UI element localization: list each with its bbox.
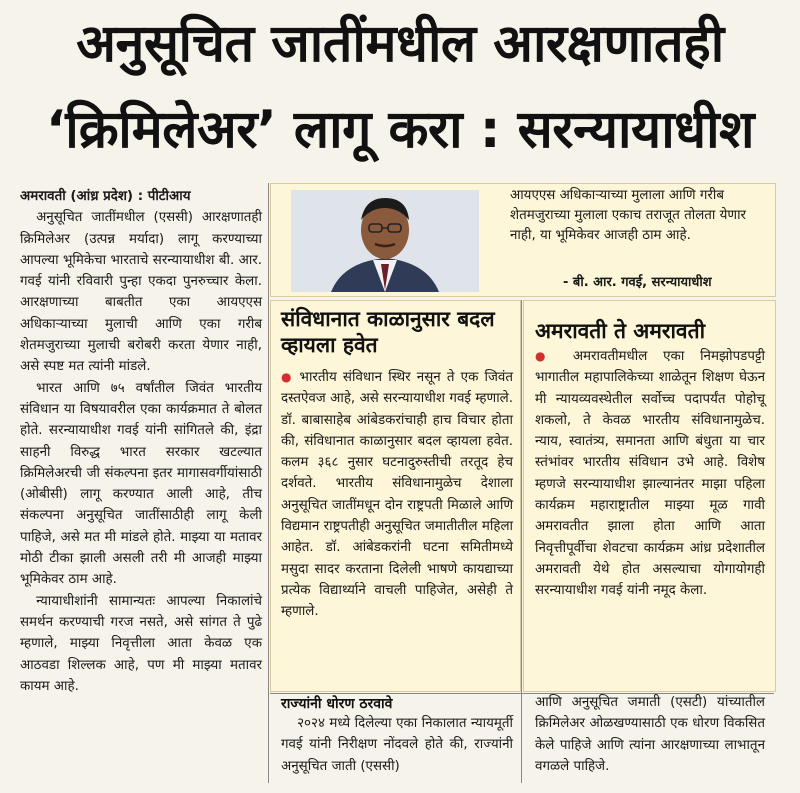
bottom-middle-text-block [281, 713, 513, 777]
right-text-block [535, 346, 765, 602]
column-divider-left [268, 183, 269, 783]
headline-line-1: अनुसूचित जातींमधील आरक्षणातही [76, 14, 724, 74]
pull-quote: आयएएस अधिकाऱ्याच्या मुलाला आणि गरीब शेतमजुराच्या मुलाला एकाच तराजूत तोलता येणार नाही, या भूमिकेवर आजही ठाम आहे. [510, 188, 747, 243]
portrait-photo [291, 190, 479, 292]
bottom-right-text-block [535, 692, 765, 777]
left-paragraph-2: भारत आणि ७५ वर्षांतील जिवंत भारतीय संविधान या विषयावरील एका कार्यक्रमात ते बोलत होते. सरन्यायाधीश गवई यांनी सांगितले की, इंद्रा साहनी विरुद्ध भारत सरकार खटल्यात क्रिमिलेअरची जी संकल्पना इतर मागासवर्गीयांसाठी (ओबीसी) लागू करण्यात आली आहे, तीच संकल्पना अनुसूचित जातींसाठीही लागू केली पाहिजे, असे मत मी मांडले होते. माझ्या या मतावर मोठी टीका झाली असली तरी मी आजही माझ्या भूमिकेवर ठाम आहे. [20, 380, 262, 588]
quote-author: - बी. आर. गवई, सरन्यायाधीश [563, 275, 712, 290]
dateline: अमरावती (आंध्र प्रदेश) : पीटीआय [20, 189, 191, 204]
portrait-illustration [291, 190, 479, 292]
column-divider-right [521, 300, 522, 783]
bottom-middle-text: २०२४ मध्ये दिलेल्या एका निकालात न्यायमूर्ती गवई यांनी निरीक्षण नोंदवले होते की, राज्यांनी अनुसूचित जाती (एससी) [281, 716, 513, 774]
right-heading: अमरावती ते अमरावती [535, 319, 706, 343]
left-article-column [20, 186, 262, 697]
right-text: अमरावतीमधील एका निमझोपडपट्टी भागातील महापालिकेच्या शाळेतून शिक्षण घेऊन मी न्यायव्यवस्थेतील सर्वोच्च पदापर्यंत पोहोचू शकलो, ते केवळ भारतीय संविधानामुळेच. न्याय, स्वातंत्र्य, समानता आणि बंधुता या चार स्तंभांवर भारतीय संविधान उभे आहे. विशेष म्हणजे सरन्यायाधीश झाल्यानंतर माझा पहिला कार्यक्रम महाराष्ट्रातील माझ्या मूळ गावी अमरावतीत झाला होता आणि आता निवृत्तीपूर्वीचा शेवटचा कार्यक्रम आंध्र प्रदेशातील अमरावती येथे होत असल्याचा योगायोगही सरन्यायाधीश गवई यांनी नमूद केला. [535, 349, 765, 599]
middle-heading: संविधानात काळानुसार बदल व्हायला हवेत [281, 307, 495, 357]
bottom-heading: राज्यांनी धोरण ठरवावे [281, 696, 393, 712]
left-paragraph-1: अनुसूचित जातींमधील (एससी) आरक्षणातही क्रिमिलेअर (उत्पन्न मर्यादा) लागू करण्याच्या आपल्या भूमिकेचा भारताचे सरन्यायाधीश बी. आर. गवई यांनी रविवारी पुन्हा एकदा पुनरुच्चार केला. आरक्षणाच्या बाबतीत एका आयएएस अधिकाऱ्याच्या मुलाची आणि एका गरीब शेतमजुराच्या मुलाची बरोबरी करता येणार नाही, असे स्पष्ट मत त्यांनी मांडले. [20, 210, 262, 375]
bullet-icon: ● [281, 370, 294, 384]
left-paragraph-3: न्यायाधीशांनी सामान्यतः आपल्या निकालांचे समर्थन करण्याची गरज नसते, असे सांगत ते पुढे म्हणाले, माझ्या निवृत्तीला आता केवळ एक आठवडा शिल्लक आहे, पण मी माझ्या मतावर कायम आहे. [20, 593, 262, 694]
middle-text: भारतीय संविधान स्थिर नसून ते एक जिवंत दस्तऐवज आहे, असे सरन्यायाधीश गवई म्हणाले. डॉ. बाबासाहेब आंबेडकरांचाही हाच विचार होता की, संविधानात काळानुसार बदल व्हायला हवेत. कलम ३६८ नुसार घटनादुरुस्तीची तरतूद हेच दर्शवते. भारतीय संविधानामुळेच देशाला अनुसूचित जातींमधून दोन राष्ट्रपती मिळाले आणि विद्यमान राष्ट्रपतीही अनुसूचित जमातीतील महिला आहेत. डॉ. आंबेडकरांनी घटना समितीमध्ये मसुदा सादर करताना दिलेली भाषणे कायद्याच्या प्रत्येक विद्यार्थ्याने वाचली पाहिजेत, असेही ते म्हणाले. [281, 370, 513, 620]
bottom-right-text: आणि अनुसूचित जमाती (एसटी) यांच्यातील क्रिमिलेअर ओळखण्यासाठी एक धोरण विकसित केले पाहिजे आणि त्यांना आरक्षणाच्या लाभातून वगळले पाहिजे. [535, 695, 765, 774]
middle-text-block [281, 367, 513, 623]
headline-line-2: ‘क्रिमिलेअर’ लागू करा : सरन्यायाधीश [46, 100, 754, 160]
bullet-icon: ● [535, 349, 558, 363]
